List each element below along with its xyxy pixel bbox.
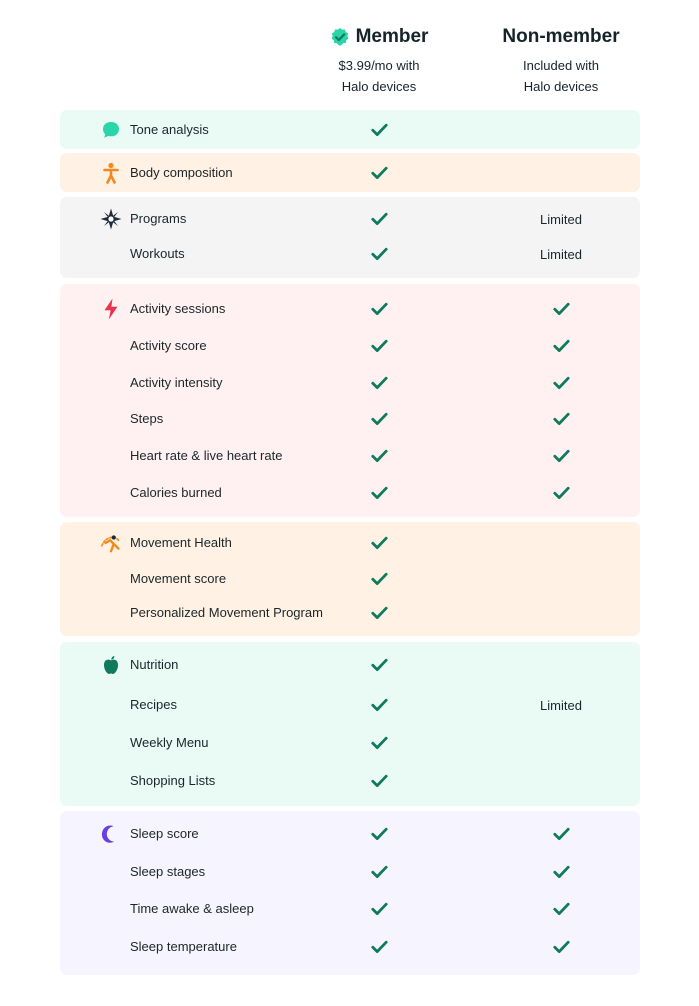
nonmember-value-text: Limited xyxy=(540,211,582,227)
nonmember-check-icon xyxy=(501,816,621,852)
nonmember-price: Included with Halo devices xyxy=(523,58,599,94)
feature-row xyxy=(60,201,640,237)
nonmember-title: Non-member xyxy=(502,26,620,47)
feature-row xyxy=(60,763,640,799)
lightning-icon xyxy=(100,298,122,320)
member-check-icon xyxy=(319,816,439,852)
feature-label: Steps xyxy=(130,411,164,426)
feature-row xyxy=(60,561,640,597)
nonmember-check-icon xyxy=(501,891,621,927)
member-check-icon xyxy=(319,763,439,799)
feature-label: Sleep score xyxy=(130,826,199,841)
nonmember-empty-cell xyxy=(501,112,621,148)
apple-icon xyxy=(100,654,122,676)
nonmember-value-text: Limited xyxy=(540,697,582,713)
speech-bubble-icon xyxy=(100,119,122,141)
member-title: Member xyxy=(300,25,458,49)
nonmember-value-text: Limited xyxy=(540,246,582,262)
feature-group-programs xyxy=(60,197,640,278)
compass-star-icon xyxy=(100,208,122,230)
feature-label: Weekly Menu xyxy=(130,735,209,750)
nonmember-empty-cell xyxy=(501,561,621,597)
member-check-icon xyxy=(319,201,439,237)
feature-label: Sleep temperature xyxy=(130,939,237,954)
member-check-icon xyxy=(319,525,439,561)
feature-label: Sleep stages xyxy=(130,864,206,879)
member-check-icon xyxy=(319,155,439,191)
feature-row xyxy=(60,595,640,631)
member-check-icon xyxy=(319,891,439,927)
member-check-icon xyxy=(319,365,439,401)
feature-row xyxy=(60,401,640,437)
nonmember-column-header xyxy=(482,25,640,97)
feature-label: Time awake & asleep xyxy=(130,901,254,916)
member-check-icon xyxy=(319,236,439,272)
member-check-icon xyxy=(319,647,439,683)
feature-label: Activity sessions xyxy=(130,301,226,316)
nonmember-check-icon xyxy=(501,328,621,364)
nonmember-empty-cell xyxy=(501,525,621,561)
movement-figure-icon xyxy=(100,532,122,554)
nonmember-empty-cell xyxy=(501,763,621,799)
feature-group-movement xyxy=(60,522,640,636)
feature-row xyxy=(60,155,640,191)
member-check-icon xyxy=(319,595,439,631)
nonmember-check-icon xyxy=(501,291,621,327)
member-check-icon xyxy=(319,687,439,723)
feature-group-body xyxy=(60,153,640,192)
nonmember-empty-cell xyxy=(501,647,621,683)
feature-label: Programs xyxy=(130,211,187,226)
feature-label: Activity intensity xyxy=(130,375,223,390)
feature-row xyxy=(60,929,640,965)
feature-row xyxy=(60,365,640,401)
feature-label: Personalized Movement Program xyxy=(130,605,323,620)
feature-group-activity xyxy=(60,284,640,517)
feature-label: Calories burned xyxy=(130,485,222,500)
feature-row xyxy=(60,816,640,852)
feature-row xyxy=(60,438,640,474)
feature-label: Recipes xyxy=(130,697,177,712)
feature-label: Heart rate & live heart rate xyxy=(130,448,283,463)
feature-row xyxy=(60,328,640,364)
feature-row xyxy=(60,725,640,761)
feature-group-tone xyxy=(60,110,640,149)
nonmember-check-icon xyxy=(501,438,621,474)
nonmember-empty-cell xyxy=(501,155,621,191)
feature-row xyxy=(60,891,640,927)
person-icon xyxy=(100,162,122,184)
feature-row xyxy=(60,647,640,683)
nonmember-check-icon xyxy=(501,401,621,437)
nonmember-check-icon xyxy=(501,475,621,511)
feature-group-nutrition xyxy=(60,642,640,806)
member-check-icon xyxy=(319,561,439,597)
feature-group-sleep xyxy=(60,811,640,975)
nonmember-empty-cell xyxy=(501,595,621,631)
feature-row xyxy=(60,291,640,327)
feature-row xyxy=(60,236,640,272)
member-check-icon xyxy=(319,475,439,511)
feature-label: Movement score xyxy=(130,571,227,586)
member-check-icon xyxy=(319,854,439,890)
nonmember-check-icon xyxy=(501,854,621,890)
feature-row xyxy=(60,112,640,148)
nonmember-empty-cell xyxy=(501,725,621,761)
comparison-header xyxy=(0,0,699,110)
member-check-icon xyxy=(319,328,439,364)
feature-label: Activity score xyxy=(130,338,207,353)
feature-label: Nutrition xyxy=(130,657,179,672)
member-check-icon xyxy=(319,725,439,761)
feature-label: Shopping Lists xyxy=(130,773,216,788)
moon-icon xyxy=(100,823,122,845)
nonmember-check-icon xyxy=(501,929,621,965)
feature-row xyxy=(60,854,640,890)
member-check-icon xyxy=(319,929,439,965)
feature-label: Body composition xyxy=(130,165,233,180)
feature-label: Tone analysis xyxy=(130,122,209,137)
feature-label: Movement Health xyxy=(130,535,232,550)
feature-row xyxy=(60,475,640,511)
member-check-icon xyxy=(319,112,439,148)
verified-badge-icon xyxy=(330,27,350,47)
member-check-icon xyxy=(319,291,439,327)
feature-row xyxy=(60,687,640,723)
feature-label: Workouts xyxy=(130,246,185,261)
member-price: $3.99/mo with Halo devices xyxy=(338,58,420,94)
feature-row xyxy=(60,525,640,561)
member-check-icon xyxy=(319,401,439,437)
member-column-header xyxy=(300,25,458,97)
member-check-icon xyxy=(319,438,439,474)
nonmember-check-icon xyxy=(501,365,621,401)
